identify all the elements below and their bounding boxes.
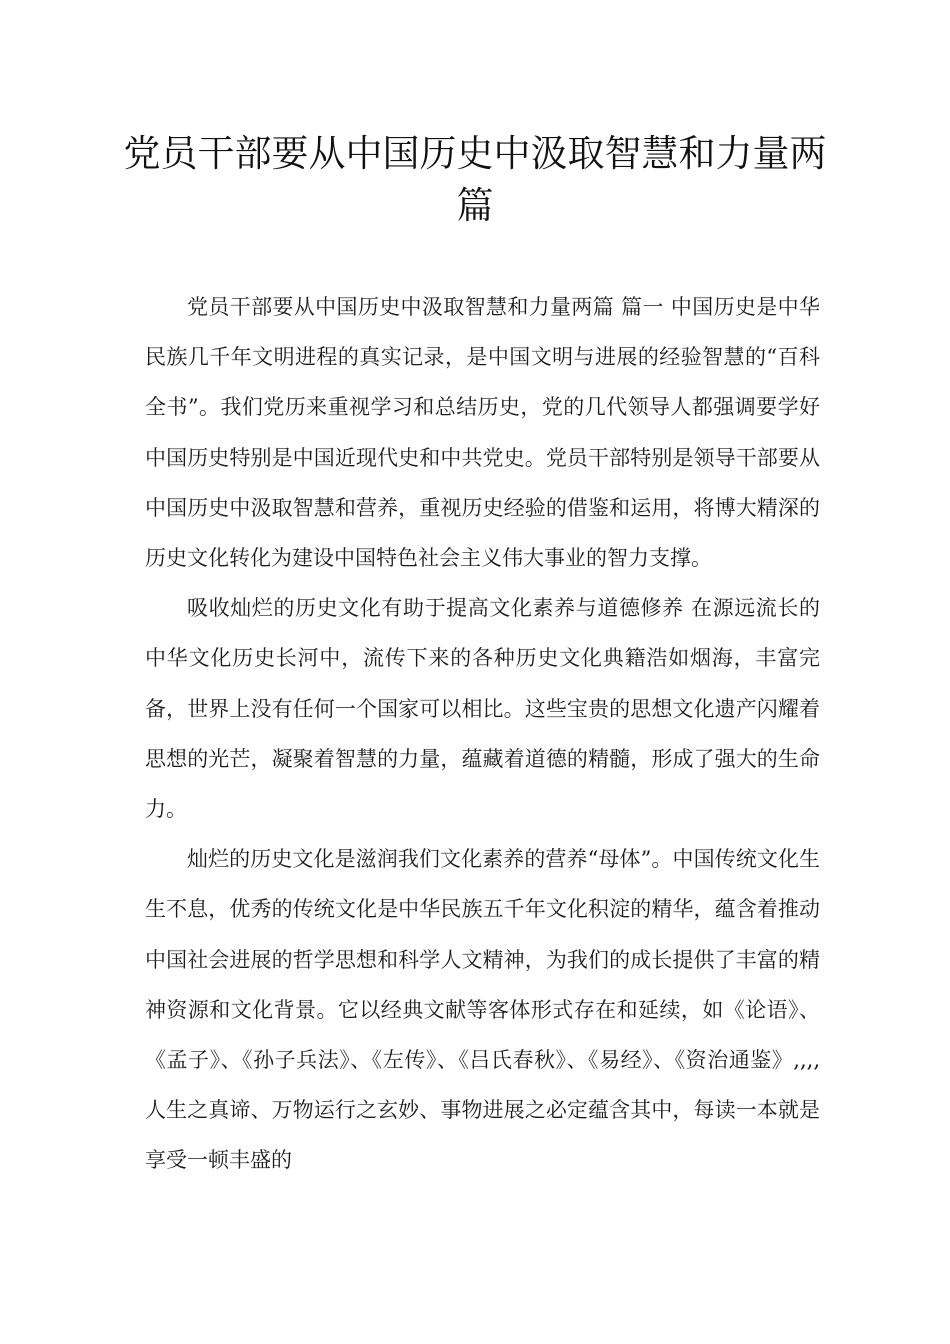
paragraph-3: 灿烂的历史文化是滋润我们文化素养的营养“母体”。中国传统文化生生不息，优秀的传统文化是中华民族五千年文化积淀的精华，蕴含着推动中国社会进展的哲学思想和科学人文精神，为我们的成长提供了丰富的精神资源和文化背景。它以经典文献等客体形式存在和延续，如《论语》、《孟子》、《孙子兵法》、《左传》、《吕氏春秋》、《易经》、《资治通鉴》,,,,人生之真谛、万物运行之玄妙、事物进展之必定蕴含其中，每读一本就是享受一顿丰盛的 <box>145 847 820 1173</box>
document-body <box>145 282 820 1186</box>
paragraph-1: 党员干部要从中国历史中汲取智慧和力量两篇 篇一 中国历史是中华民族几千年文明进程的真实记录，是中国文明与进展的经验智慧的“百科全书”。我们党历来重视学习和总结历史，党的几代领导人都强调要学好中国历史特别是中国近现代史和中共党史。党员干部特别是领导干部要从中国历史中汲取智慧和营养，重视历史经验的借鉴和运用，将博大精深的历史文化转化为建设中国特色社会主义伟大事业的智力支撑。 <box>145 295 820 571</box>
document-title: 党员干部要从中国历史中汲取智慧和力量两篇 <box>123 132 827 227</box>
paragraph-2: 吸收灿烂的历史文化有助于提高文化素养与道德修养 在源远流长的中华文化历史长河中，流传下来的各种历史文化典籍浩如烟海，丰富完备，世界上没有任何一个国家可以相比。这些宝贵的思想文化遗产闪耀着思想的光芒，凝聚着智慧的力量，蕴藏着道德的精髓，形成了强大的生命力。 <box>145 596 820 822</box>
